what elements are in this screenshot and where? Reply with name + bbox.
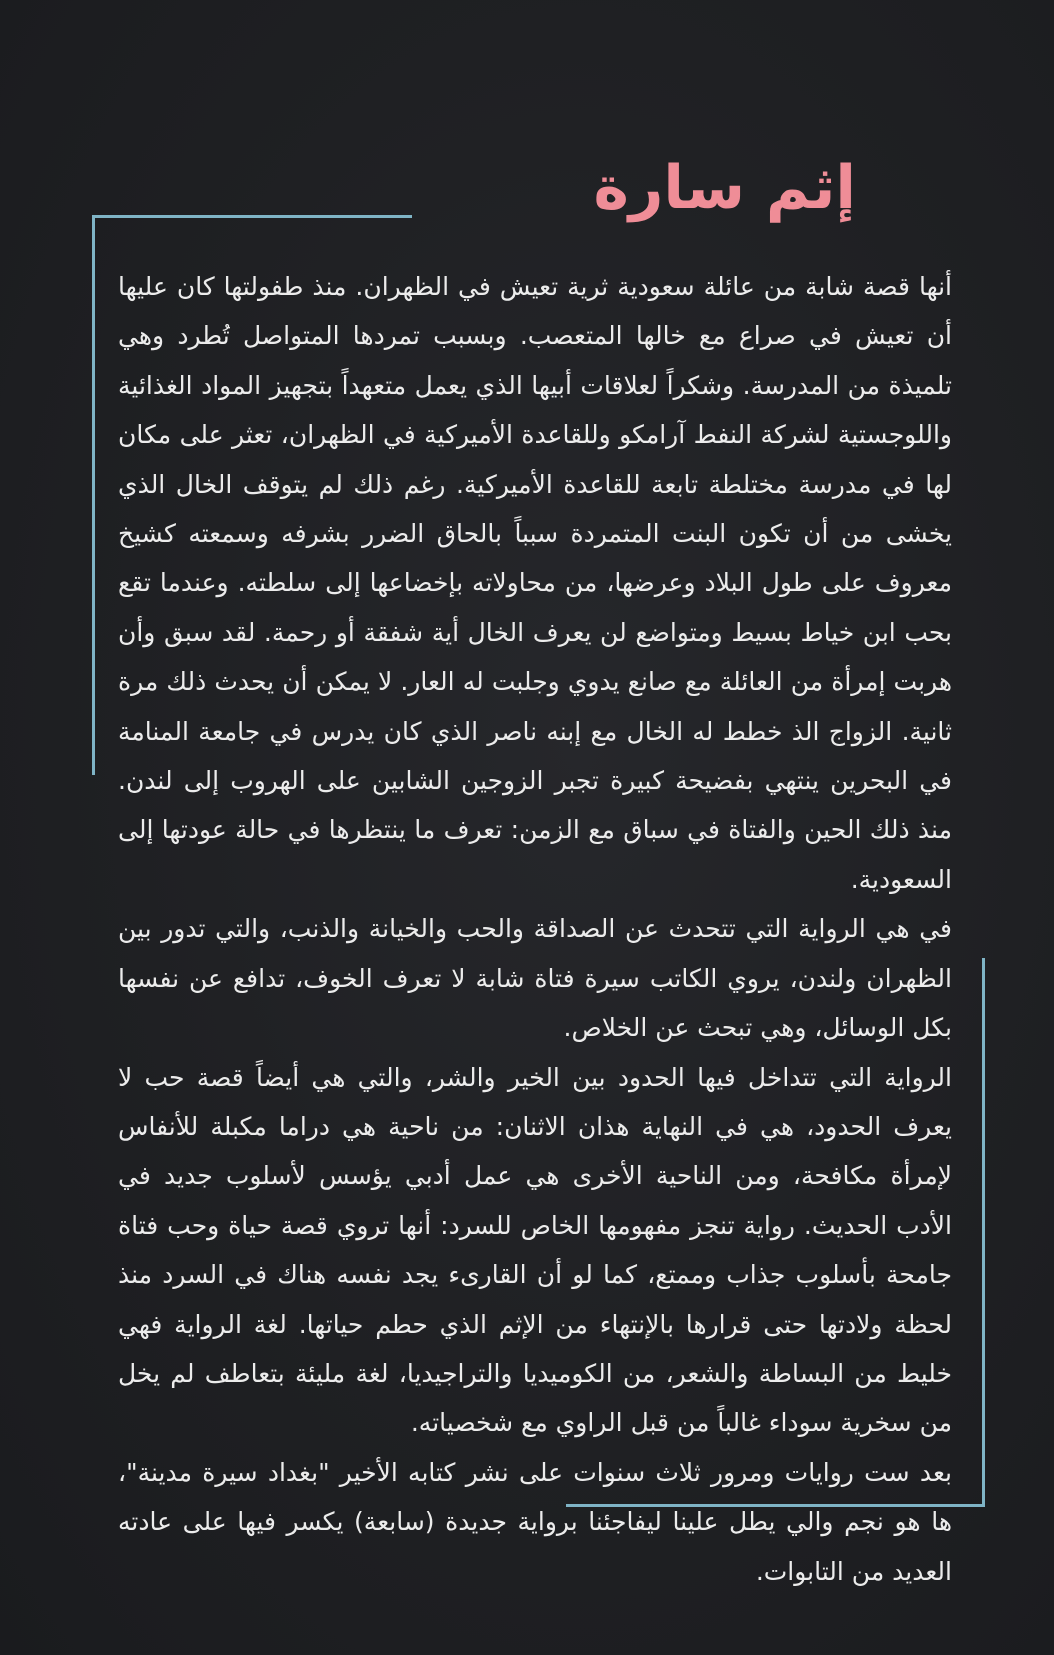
frame-bottom-right-vertical: [982, 958, 985, 1507]
blurb-paragraph-style: الرواية التي تتداخل فيها الحدود بين الخير والشر، والتي هي أيضاً قصة حب لا يعرف الحدود، هي في النهاية هذان الاثنان: من ناحية هي دراما مكبلة للأنفاس لإمرأة مكافحة، ومن الناحية الأخرى هي عمل أدبي يؤسس لأسلوب جديد في الأدب الحديث. رواية تنجز مفهومها الخاص للسرد: أنها تروي قصة حياة وحب فتاة جامحة بأسلوب جذاب وممتع، كما لو أن القارىء يجد نفسه هناك في السرد منذ لحظة ولادتها حتى قرارها بالإنتهاء من الإثم الذي حطم حياتها. لغة الرواية فهي خليط من البساطة والشعر، من الكوميديا والتراجيديا، لغة مليئة بتعاطف لم يخل من سخرية سوداء غالباً من قبل الراوي مع شخصياته.: [118, 1062, 952, 1438]
book-title: إثم سارة: [593, 153, 856, 223]
blurb-paragraph-synopsis: أنها قصة شابة من عائلة سعودية ثرية تعيش في الظهران. منذ طفولتها كان عليها أن تعيش في صراع مع خالها المتعصب. وبسبب تمردها المتواصل تُطرد وهي تلميذة من المدرسة. وشكراً لعلاقات أبيها الذي يعمل متعهداً بتجهيز المواد الغذائية واللوجستية لشركة النفط آرامكو وللقاعدة الأميركية في الظهران، تعثر على مكان لها في مدرسة مختلطة تابعة للقاعدة الأميركية. رغم ذلك لم يتوقف الخال الذي يخشى من أن تكون البنت المتمردة سبباً بالحاق الضرر بشرفه وسمعته كشيخ معروف على طول البلاد وعرضها، من محاولاته بإخضاعها إلى سلطته. وعندما تقع بحب ابن خياط بسيط ومتواضع لن يعرف الخال أية شفقة أو رحمة. لقد سبق وأن هربت إمرأة من العائلة مع صانع يدوي وجلبت له العار. لا يمكن أن يحدث ذلك مرة ثانية. الزواج الذ خطط له الخال مع إبنه ناصر الذي كان يدرس في جامعة المنامة في البحرين ينتهي بفضيحة كبيرة تجبر الزوجين الشابين على الهروب إلى لندن. منذ ذلك الحين والفتاة في سباق مع الزمن: تعرف ما ينتظرها في حالة عودتها إلى السعودية.: [118, 272, 952, 894]
blurb-paragraph-author: بعد ست روايات ومرور ثلاث سنوات على نشر كتابه الأخير "بغداد سيرة مدينة"، ها هو نجم والي يطل علينا ليفاجئنا برواية جديدة (سابعة) يكسر فيها على عادته العديد من التابوات.: [118, 1457, 952, 1586]
frame-top-left-horizontal: [92, 215, 412, 218]
blurb-paragraph-themes: في هي الرواية التي تتحدث عن الصداقة والحب والخيانة والذنب، والتي تدور بين الظهران ولندن، يروي الكاتب سيرة فتاة شابة لا تعرف الخوف، تدافع عن نفسها بكل الوسائل، وهي تبحث عن الخلاص.: [118, 914, 952, 1043]
frame-top-left-vertical: [92, 215, 95, 775]
blurb-text: [118, 262, 952, 1596]
